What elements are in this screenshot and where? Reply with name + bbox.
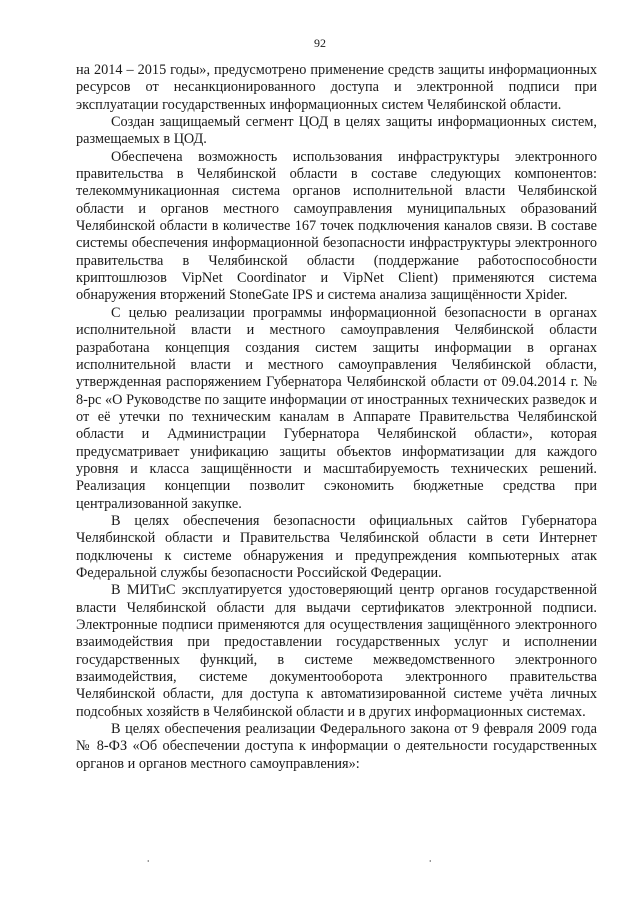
paragraph-e-government-infrastructure: Обеспечена возможность использования инфраструктуры электронного правительства в Челябинской области в составе следующих компонентов: телекоммуникационная система органов исполнительной власти Челябинской области и органов местного самоуправления муниципальных образований Челябинской области в количестве 167 точек подключения каналов связи. В составе системы обеспечения информационной безопасности инфраструктуры электронного правительства в Челябинской области (поддержание работоспособности криптошлюзов VipNet Coordinator и VipNet Client) применяются система обнаружения вторжений StoneGate IPS и система анализа защищённости Xpider. bbox=[76, 148, 597, 304]
paragraph-security-concept: С целью реализации программы информационной безопасности в органах исполнительной власти и местного самоуправления Челябинской области разработана концепция создания систем защиты информации в органах исполнительной власти и местного самоуправления Челябинской области, утвержденная распоряжением Губернатора Челябинской области от 09.04.2014 г. № 8-рс «О Руководстве по защите информации от иностранных технических разведок и от её утечки по техническим каналам в Аппарате Правительства Челябинской области и Администрации Губернатора Челябинской области», которая предусматривает унификацию защиты объектов информатизации для каждого уровня и класса защищённости и масштабируемость технических решений. Реализация концепции позволит сэкономить бюджетные средства при централизованной закупке. bbox=[76, 304, 597, 512]
scan-mark-left: ˌ bbox=[146, 847, 151, 862]
paragraph-continuation: на 2014 – 2015 годы», предусмотрено применение средств защиты информационных ресурсов от несанкционированного доступа и электронной подписи при эксплуатации государственных информационных систем Челябинской области. bbox=[76, 62, 597, 113]
paragraph-federal-law: В целях обеспечения реализации Федерального закона от 9 февраля 2009 года № 8-ФЗ «Об обеспечении доступа к информации о деятельности государственных органов и органов местного самоуправления»: bbox=[76, 721, 597, 772]
scan-mark-right: ˌ bbox=[428, 847, 433, 862]
paragraph-cod-segment: Создан защищаемый сегмент ЦОД в целях защиты информационных систем, размещаемых в ЦОД. bbox=[76, 114, 597, 148]
page-number: 92 bbox=[314, 36, 326, 50]
paragraph-official-sites: В целях обеспечения безопасности официальных сайтов Губернатора Челябинской области и Правительства Челябинской области в сети Интернет подключены к системе обнаружения и предупреждения компьютерных атак Федеральной службы безопасности Российской Федерации. bbox=[76, 512, 597, 581]
paragraph-certification-center: В МИТиС эксплуатируется удостоверяющий центр органов государственной власти Челябинской области для выдачи сертификатов электронной подписи. Электронные подписи применяются для осуществления защищённого электронного взаимодействия при предоставлении государственных услуг и исполнении государственных функций, в системе межведомственного электронного взаимодействия, системе документооборота электронного правительства Челябинской области, для доступа к автоматизированной системе учёта личных подсобных хозяйств в Челябинской области и в других информационных системах. bbox=[76, 582, 597, 720]
body-text bbox=[76, 62, 597, 773]
